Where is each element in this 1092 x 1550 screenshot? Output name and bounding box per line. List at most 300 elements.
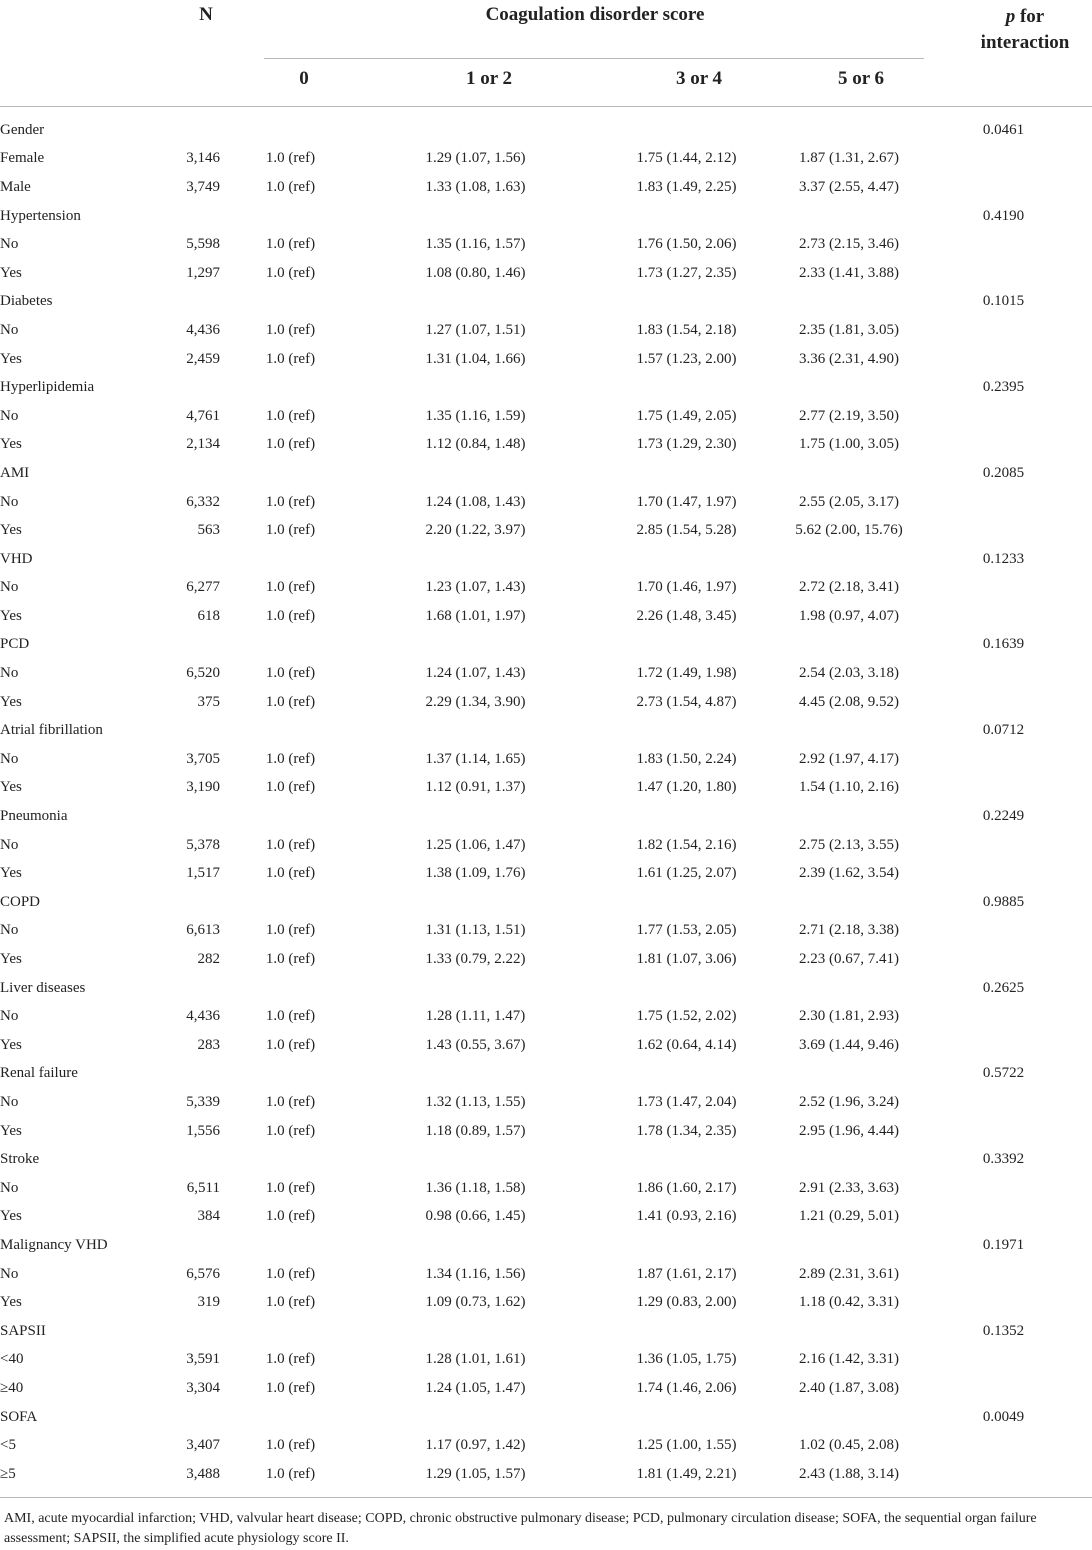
group-n xyxy=(170,716,220,745)
row-p xyxy=(915,1460,1092,1489)
p-interaction: 0.3392 xyxy=(982,1151,1025,1168)
row-score-3-4: 1.87 (1.61, 2.17) xyxy=(636,1265,737,1282)
row-score-0: 1.0 (ref) xyxy=(265,321,316,338)
row-p xyxy=(915,145,1092,174)
row-score-0: 1.0 (ref) xyxy=(265,1179,316,1196)
row-score-3-4: 1.36 (1.05, 1.75) xyxy=(636,1351,737,1368)
group-label: AMI xyxy=(0,464,30,481)
row-label: No xyxy=(0,1179,19,1196)
row-n: 4,436 xyxy=(186,1008,220,1025)
row-p xyxy=(915,1346,1092,1375)
group-s56 xyxy=(783,459,915,488)
row-label: No xyxy=(0,665,19,682)
table-row xyxy=(0,259,1092,288)
row-score-0: 1.0 (ref) xyxy=(265,1265,316,1282)
row-score-0: 1.0 (ref) xyxy=(265,1351,316,1368)
group-s56 xyxy=(783,716,915,745)
row-label: Female xyxy=(0,150,45,167)
row-p xyxy=(915,402,1092,431)
row-score-0: 1.0 (ref) xyxy=(265,1437,316,1454)
p-interaction: 0.1352 xyxy=(982,1322,1025,1339)
row-p xyxy=(915,1374,1092,1403)
row-label: No xyxy=(0,922,19,939)
group-row xyxy=(0,1403,1092,1432)
p-interaction: 0.5722 xyxy=(982,1065,1025,1082)
row-score-1-2: 1.09 (0.73, 1.62) xyxy=(425,1294,526,1311)
row-p xyxy=(915,1031,1092,1060)
table-row xyxy=(0,774,1092,803)
row-n: 4,761 xyxy=(186,407,220,424)
group-s12 xyxy=(361,1317,590,1346)
row-score-0: 1.0 (ref) xyxy=(265,1465,316,1482)
table-row xyxy=(0,316,1092,345)
group-n xyxy=(170,802,220,831)
table-row xyxy=(0,1031,1092,1060)
group-n xyxy=(170,1317,220,1346)
row-n: 618 xyxy=(197,607,220,624)
group-s0 xyxy=(220,1403,361,1432)
row-p xyxy=(915,831,1092,860)
row-p xyxy=(915,431,1092,460)
row-label: No xyxy=(0,1093,19,1110)
row-score-5-6: 2.72 (2.18, 3.41) xyxy=(799,579,899,596)
row-score-0: 1.0 (ref) xyxy=(265,1294,316,1311)
row-score-5-6: 1.98 (0.97, 4.07) xyxy=(799,607,899,624)
row-score-5-6: 2.55 (2.05, 3.17) xyxy=(799,493,899,510)
row-score-3-4: 1.76 (1.50, 2.06) xyxy=(636,236,737,253)
group-s56 xyxy=(783,888,915,917)
header-col-3-4: 3 or 4 xyxy=(675,68,723,89)
row-score-1-2: 1.24 (1.08, 1.43) xyxy=(425,493,526,510)
row-score-1-2: 1.31 (1.13, 1.51) xyxy=(425,922,526,939)
header-col-1-2: 1 or 2 xyxy=(465,68,513,89)
row-score-3-4: 1.74 (1.46, 2.06) xyxy=(636,1379,737,1396)
group-s34 xyxy=(590,1317,783,1346)
row-n: 6,511 xyxy=(186,1179,220,1196)
row-score-5-6: 3.69 (1.44, 9.46) xyxy=(799,1036,899,1053)
row-n: 3,705 xyxy=(186,750,220,767)
row-score-5-6: 1.21 (0.29, 5.01) xyxy=(799,1208,899,1225)
header-p-for: for xyxy=(1015,6,1045,27)
group-label: SAPSII xyxy=(0,1322,46,1339)
group-s34 xyxy=(590,716,783,745)
row-score-1-2: 1.68 (1.01, 1.97) xyxy=(425,607,526,624)
row-n: 6,277 xyxy=(186,579,220,596)
row-p xyxy=(915,259,1092,288)
row-n: 3,190 xyxy=(186,779,220,796)
group-s34 xyxy=(590,802,783,831)
group-row xyxy=(0,631,1092,660)
row-score-5-6: 1.87 (1.31, 2.67) xyxy=(799,150,899,167)
group-s34 xyxy=(590,202,783,231)
row-score-0: 1.0 (ref) xyxy=(265,693,316,710)
group-s0 xyxy=(220,288,361,317)
group-s56 xyxy=(783,116,915,145)
row-score-3-4: 1.75 (1.49, 2.05) xyxy=(636,407,737,424)
group-s34 xyxy=(590,1403,783,1432)
row-score-5-6: 2.91 (2.33, 3.63) xyxy=(799,1179,899,1196)
row-label: No xyxy=(0,407,19,424)
row-score-1-2: 1.23 (1.07, 1.43) xyxy=(425,579,526,596)
table-row xyxy=(0,1088,1092,1117)
p-interaction: 0.0049 xyxy=(982,1408,1025,1425)
table-row xyxy=(0,688,1092,717)
row-label: Male xyxy=(0,178,31,195)
row-score-1-2: 1.36 (1.18, 1.58) xyxy=(425,1179,526,1196)
row-label: Yes xyxy=(0,1208,22,1225)
row-p xyxy=(915,859,1092,888)
header-p-interaction xyxy=(965,4,1085,56)
row-score-3-4: 1.70 (1.46, 1.97) xyxy=(636,579,737,596)
row-label: Yes xyxy=(0,522,22,539)
group-s34 xyxy=(590,459,783,488)
p-interaction: 0.2085 xyxy=(982,464,1025,481)
row-score-1-2: 1.31 (1.04, 1.66) xyxy=(425,350,526,367)
row-score-0: 1.0 (ref) xyxy=(265,1122,316,1139)
row-label: No xyxy=(0,836,19,853)
row-score-1-2: 1.33 (0.79, 2.22) xyxy=(425,951,526,968)
group-row xyxy=(0,459,1092,488)
row-score-5-6: 2.71 (2.18, 3.38) xyxy=(799,922,899,939)
group-s0 xyxy=(220,545,361,574)
table-row xyxy=(0,1460,1092,1489)
table-row xyxy=(0,745,1092,774)
row-n: 6,520 xyxy=(186,665,220,682)
group-label: Diabetes xyxy=(0,293,53,310)
group-s56 xyxy=(783,1060,915,1089)
table-row xyxy=(0,1174,1092,1203)
group-s56 xyxy=(783,1317,915,1346)
row-score-3-4: 1.83 (1.54, 2.18) xyxy=(636,321,737,338)
row-p xyxy=(915,1203,1092,1232)
group-s34 xyxy=(590,631,783,660)
row-score-5-6: 2.16 (1.42, 3.31) xyxy=(799,1351,899,1368)
table-row xyxy=(0,345,1092,374)
group-s12 xyxy=(361,545,590,574)
group-s12 xyxy=(361,202,590,231)
group-row xyxy=(0,888,1092,917)
group-s56 xyxy=(783,802,915,831)
group-s56 xyxy=(783,545,915,574)
group-n xyxy=(170,202,220,231)
group-n xyxy=(170,631,220,660)
row-score-1-2: 1.27 (1.07, 1.51) xyxy=(425,321,526,338)
row-score-3-4: 1.81 (1.49, 2.21) xyxy=(636,1465,737,1482)
group-s12 xyxy=(361,1060,590,1089)
group-n xyxy=(170,459,220,488)
row-score-3-4: 1.70 (1.47, 1.97) xyxy=(636,493,737,510)
group-s34 xyxy=(590,1145,783,1174)
group-s56 xyxy=(783,288,915,317)
p-interaction: 0.2249 xyxy=(982,808,1025,825)
row-n: 3,591 xyxy=(186,1351,220,1368)
row-label: No xyxy=(0,750,19,767)
row-score-5-6: 2.77 (2.19, 3.50) xyxy=(799,407,899,424)
row-score-0: 1.0 (ref) xyxy=(265,1008,316,1025)
row-score-1-2: 1.37 (1.14, 1.65) xyxy=(425,750,526,767)
group-n xyxy=(170,974,220,1003)
row-score-3-4: 1.75 (1.44, 2.12) xyxy=(636,150,737,167)
row-score-0: 1.0 (ref) xyxy=(265,493,316,510)
row-n: 1,517 xyxy=(186,865,220,882)
table-row xyxy=(0,1346,1092,1375)
group-label: Atrial fibrillation xyxy=(0,722,103,739)
row-score-3-4: 1.73 (1.27, 2.35) xyxy=(636,264,737,281)
row-score-1-2: 1.17 (0.97, 1.42) xyxy=(425,1437,526,1454)
group-s0 xyxy=(220,1145,361,1174)
table-row xyxy=(0,917,1092,946)
row-score-0: 1.0 (ref) xyxy=(265,779,316,796)
row-p xyxy=(915,1288,1092,1317)
group-s12 xyxy=(361,974,590,1003)
group-s12 xyxy=(361,1231,590,1260)
row-p xyxy=(915,1002,1092,1031)
row-score-1-2: 2.20 (1.22, 3.97) xyxy=(425,522,526,539)
group-s56 xyxy=(783,974,915,1003)
group-s0 xyxy=(220,202,361,231)
row-score-3-4: 1.75 (1.52, 2.02) xyxy=(636,1008,737,1025)
table-footnote: AMI, acute myocardial infarction; VHD, valvular heart disease; COPD, chronic obstructive pulmonary disease; PCD, pulmonary circulation disease; SOFA, the sequential organ failure assessment; SAPSII, the simplified acute physiology score II. xyxy=(4,1511,1037,1546)
row-score-0: 1.0 (ref) xyxy=(265,865,316,882)
group-s12 xyxy=(361,631,590,660)
group-s12 xyxy=(361,373,590,402)
row-label: Yes xyxy=(0,264,22,281)
row-score-5-6: 5.62 (2.00, 15.76) xyxy=(795,522,903,539)
group-row xyxy=(0,202,1092,231)
row-score-3-4: 1.25 (1.00, 1.55) xyxy=(636,1437,737,1454)
row-score-3-4: 1.57 (1.23, 2.00) xyxy=(636,350,737,367)
group-row xyxy=(0,373,1092,402)
row-score-0: 1.0 (ref) xyxy=(265,150,316,167)
row-n: 2,459 xyxy=(186,350,220,367)
table-row xyxy=(0,831,1092,860)
row-n: 3,488 xyxy=(186,1465,220,1482)
row-n: 4,436 xyxy=(186,321,220,338)
row-score-1-2: 2.29 (1.34, 3.90) xyxy=(425,693,526,710)
table-row xyxy=(0,230,1092,259)
row-label: Yes xyxy=(0,436,22,453)
row-p xyxy=(915,688,1092,717)
group-n xyxy=(170,1145,220,1174)
row-p xyxy=(915,574,1092,603)
row-score-1-2: 1.34 (1.16, 1.56) xyxy=(425,1265,526,1282)
group-s0 xyxy=(220,1231,361,1260)
row-n: 1,297 xyxy=(186,264,220,281)
row-p xyxy=(915,659,1092,688)
row-score-1-2: 1.12 (0.91, 1.37) xyxy=(425,779,526,796)
row-score-0: 1.0 (ref) xyxy=(265,607,316,624)
table-row xyxy=(0,659,1092,688)
row-n: 3,407 xyxy=(186,1437,220,1454)
group-label: PCD xyxy=(0,636,30,653)
row-score-1-2: 1.38 (1.09, 1.76) xyxy=(425,865,526,882)
row-p xyxy=(915,1088,1092,1117)
row-score-0: 1.0 (ref) xyxy=(265,951,316,968)
group-s56 xyxy=(783,1231,915,1260)
row-n: 6,576 xyxy=(186,1265,220,1282)
row-score-5-6: 1.54 (1.10, 2.16) xyxy=(799,779,899,796)
row-score-3-4: 1.77 (1.53, 2.05) xyxy=(636,922,737,939)
row-score-0: 1.0 (ref) xyxy=(265,264,316,281)
table-row xyxy=(0,516,1092,545)
p-interaction: 0.9885 xyxy=(982,893,1025,910)
row-p xyxy=(915,602,1092,631)
table-row xyxy=(0,1203,1092,1232)
group-row xyxy=(0,288,1092,317)
row-p xyxy=(915,917,1092,946)
group-s12 xyxy=(361,288,590,317)
group-row xyxy=(0,1060,1092,1089)
row-score-1-2: 1.24 (1.05, 1.47) xyxy=(425,1379,526,1396)
row-n: 2,134 xyxy=(186,436,220,453)
row-n: 6,613 xyxy=(186,922,220,939)
row-score-5-6: 2.23 (0.67, 7.41) xyxy=(799,951,899,968)
row-score-5-6: 1.02 (0.45, 2.08) xyxy=(799,1437,899,1454)
row-score-3-4: 1.61 (1.25, 2.07) xyxy=(636,865,737,882)
row-n: 3,146 xyxy=(186,150,220,167)
row-score-3-4: 1.62 (0.64, 4.14) xyxy=(636,1036,737,1053)
group-n xyxy=(170,1060,220,1089)
group-s0 xyxy=(220,1060,361,1089)
group-s56 xyxy=(783,631,915,660)
table-row xyxy=(0,402,1092,431)
row-n: 5,339 xyxy=(186,1093,220,1110)
row-n: 375 xyxy=(197,693,220,710)
row-label: No xyxy=(0,321,19,338)
row-score-5-6: 2.95 (1.96, 4.44) xyxy=(799,1122,899,1139)
group-label: Pneumonia xyxy=(0,808,68,825)
row-score-5-6: 3.36 (2.31, 4.90) xyxy=(799,350,899,367)
header-col-5-6: 5 or 6 xyxy=(837,68,885,89)
row-score-5-6: 1.18 (0.42, 3.31) xyxy=(799,1294,899,1311)
table-row xyxy=(0,859,1092,888)
row-n: 319 xyxy=(197,1294,220,1311)
row-score-5-6: 4.45 (2.08, 9.52) xyxy=(799,693,899,710)
row-score-3-4: 1.47 (1.20, 1.80) xyxy=(636,779,737,796)
group-s56 xyxy=(783,202,915,231)
row-score-1-2: 1.25 (1.06, 1.47) xyxy=(425,836,526,853)
row-n: 282 xyxy=(197,951,220,968)
row-p xyxy=(915,316,1092,345)
row-score-3-4: 1.81 (1.07, 3.06) xyxy=(636,951,737,968)
group-label: Liver diseases xyxy=(0,979,86,996)
row-label: Yes xyxy=(0,1294,22,1311)
group-label: Hyperlipidemia xyxy=(0,379,95,396)
table-bottom-rule xyxy=(0,1497,1092,1498)
group-s0 xyxy=(220,1317,361,1346)
row-n: 6,332 xyxy=(186,493,220,510)
row-score-1-2: 1.29 (1.05, 1.57) xyxy=(425,1465,526,1482)
table-row xyxy=(0,1374,1092,1403)
group-row xyxy=(0,116,1092,145)
row-score-5-6: 1.75 (1.00, 3.05) xyxy=(799,436,899,453)
row-n: 384 xyxy=(197,1208,220,1225)
group-s12 xyxy=(361,802,590,831)
row-label: No xyxy=(0,1265,19,1282)
row-label: ≥40 xyxy=(0,1379,24,1396)
row-score-0: 1.0 (ref) xyxy=(265,1208,316,1225)
row-score-5-6: 2.52 (1.96, 3.24) xyxy=(799,1093,899,1110)
row-n: 5,598 xyxy=(186,236,220,253)
group-s34 xyxy=(590,1060,783,1089)
group-n xyxy=(170,288,220,317)
row-label: Yes xyxy=(0,350,22,367)
row-score-5-6: 2.40 (1.87, 3.08) xyxy=(799,1379,899,1396)
group-s34 xyxy=(590,974,783,1003)
row-p xyxy=(915,1260,1092,1289)
header-group-rule xyxy=(264,58,924,59)
row-score-0: 1.0 (ref) xyxy=(265,522,316,539)
row-score-3-4: 1.73 (1.47, 2.04) xyxy=(636,1093,737,1110)
row-score-3-4: 1.83 (1.49, 2.25) xyxy=(636,178,737,195)
table-row xyxy=(0,1431,1092,1460)
row-score-1-2: 1.35 (1.16, 1.57) xyxy=(425,236,526,253)
group-s12 xyxy=(361,1403,590,1432)
row-label: Yes xyxy=(0,693,22,710)
group-row xyxy=(0,1231,1092,1260)
row-score-1-2: 1.08 (0.80, 1.46) xyxy=(425,264,526,281)
row-score-0: 1.0 (ref) xyxy=(265,236,316,253)
row-n: 283 xyxy=(197,1036,220,1053)
p-interaction: 0.1015 xyxy=(982,293,1025,310)
group-label: Stroke xyxy=(0,1151,40,1168)
table-row xyxy=(0,1288,1092,1317)
group-s34 xyxy=(590,545,783,574)
row-score-1-2: 0.98 (0.66, 1.45) xyxy=(425,1208,526,1225)
row-score-1-2: 1.29 (1.07, 1.56) xyxy=(425,150,526,167)
group-label: SOFA xyxy=(0,1408,38,1425)
row-score-3-4: 1.72 (1.49, 1.98) xyxy=(636,665,737,682)
group-label: Hypertension xyxy=(0,207,81,224)
group-n xyxy=(170,116,220,145)
row-label: No xyxy=(0,493,19,510)
p-interaction: 0.1971 xyxy=(982,1236,1025,1253)
row-score-1-2: 1.28 (1.01, 1.61) xyxy=(425,1351,526,1368)
row-score-3-4: 1.86 (1.60, 2.17) xyxy=(636,1179,737,1196)
row-label: Yes xyxy=(0,1036,22,1053)
row-score-0: 1.0 (ref) xyxy=(265,1036,316,1053)
row-score-3-4: 1.29 (0.83, 2.00) xyxy=(636,1294,737,1311)
row-score-1-2: 1.32 (1.13, 1.55) xyxy=(425,1093,526,1110)
table-row xyxy=(0,1002,1092,1031)
group-s12 xyxy=(361,888,590,917)
row-p xyxy=(915,173,1092,202)
group-s56 xyxy=(783,1145,915,1174)
row-score-0: 1.0 (ref) xyxy=(265,350,316,367)
table-row xyxy=(0,1117,1092,1146)
row-score-3-4: 1.82 (1.54, 2.16) xyxy=(636,836,737,853)
row-score-5-6: 2.75 (2.13, 3.55) xyxy=(799,836,899,853)
header-n: N xyxy=(199,4,213,25)
row-label: <40 xyxy=(0,1351,24,1368)
row-score-1-2: 1.24 (1.07, 1.43) xyxy=(425,665,526,682)
group-row xyxy=(0,1317,1092,1346)
row-score-0: 1.0 (ref) xyxy=(265,579,316,596)
group-label: VHD xyxy=(0,550,33,567)
row-label: No xyxy=(0,236,19,253)
group-row xyxy=(0,1145,1092,1174)
row-score-3-4: 2.73 (1.54, 4.87) xyxy=(636,693,737,710)
header-col-0: 0 xyxy=(299,68,309,89)
row-label: Yes xyxy=(0,865,22,882)
row-score-5-6: 2.54 (2.03, 3.18) xyxy=(799,665,899,682)
row-label: Yes xyxy=(0,607,22,624)
group-s34 xyxy=(590,1231,783,1260)
row-score-1-2: 1.33 (1.08, 1.63) xyxy=(425,178,526,195)
row-score-5-6: 2.30 (1.81, 2.93) xyxy=(799,1008,899,1025)
p-interaction: 0.2395 xyxy=(982,379,1025,396)
row-score-5-6: 3.37 (2.55, 4.47) xyxy=(799,178,899,195)
